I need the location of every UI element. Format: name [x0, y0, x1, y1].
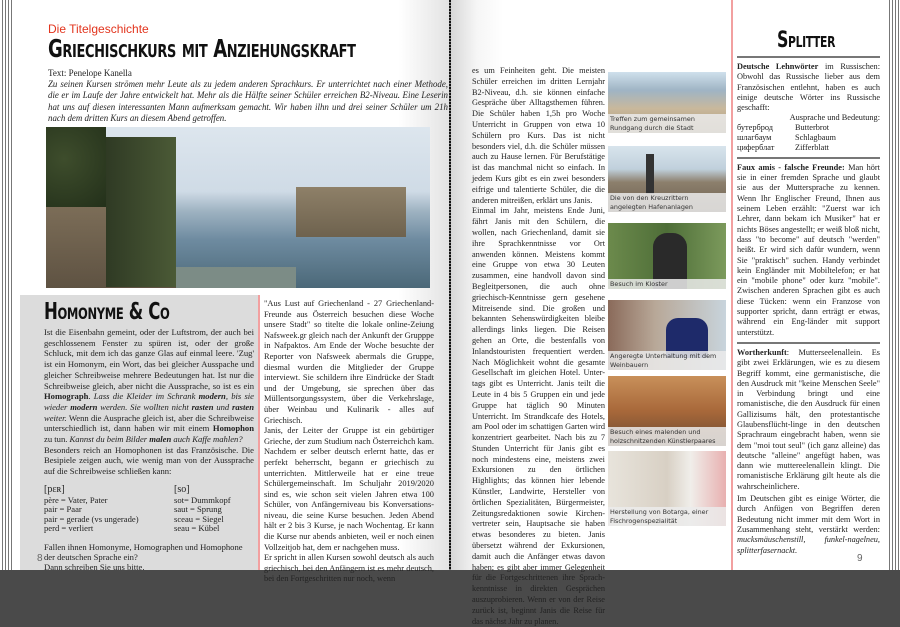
photo-winemaker — [608, 300, 726, 370]
list-item: seau = Kübel — [174, 523, 220, 534]
cell: шлагбаум — [737, 133, 772, 143]
list-item: perd = verliert — [44, 523, 94, 534]
table-row — [737, 133, 842, 143]
text: Ist die Eisenbahn gemeint, oder der Luftstrom, der auch bei geschlossenem Fenster zu spüren ist, oder der große Schluck, mit dem ich das ganze Glas auf einmal leere. 'Zug' ist ein Homonym, ein Wort, das bei gleicher Ausspache und gleicher Schreibweise mehrere Bedeutungen hat. Ist nur die Schreibweise gleich, aber nicht die Aussprache, so ist es ein — [44, 327, 254, 391]
sidebar-paragraph: Ist die Eisenbahn gemeint, oder der Luftstrom, der auch bei geschlossenem Fenster zu spüren ist, oder der große Schluck, mit dem ich das ganze Glas auf einmal leere. 'Zug' ist ein Homonym, ein Wort, das bei gleicher Ausspache und gleicher Schreibweise mehrere Bedeutungen hat. Ist nur die Schreibweise gleich, aber nicht die Aussprache, so ist es ein Homograph. Lass die Kleider im Schrank modern, bis sie wieder modern werden. Sie wollten nicht rasten und rasten weiter. Wenn die Ausprache gleich ist, aber die Schreibweise unterschiedlich ist, dann haben wir mit einem Homophon zu tun. Kannst du beim Bilder malen auch Kaffe mahlen? Besonders reich an Homophonen ist das Französische. Die Besipiele zeigen auch, wie wenig man von der Aussprache auf die Schreibweise schließen kann: — [44, 327, 254, 477]
cell: Butterbrot — [795, 123, 830, 133]
paragraph: Einmal im Jahr, meistens Ende Juni, fährt Janis mit den Schülern, die wollen, nach Griechenland, damit sie ihre Sprachkenntnisse vor Ort anwenden können. Meistens kommt eine Gruppe von etwa 30 Leuten zusammen, eine handvoll davon sind Begleitpersonen, die auch ohne griechisch-Kenntnisse gern gesehene Mitreisende sind. Die großen und bekannten Sehenswürdigkeiten bleibe allerdings links liegen. Die Reisen gehen an Orte, die bestenfalls von Inlandstouristen frequentiert werden. Nach Möglichkeit wohnt die gesamte Gesellschaft im gleichen Hotel. Unter-tags gibt es Unterricht. Janis teilt die Leute in 4 bis 5 Gruppen ein und jede Gruppe hat täglich 90 Minuten Unterricht. Im Strandkcafe des Hotels, am Pool oder im schattigen Garten wird konzentriert gearbeitet. Nach bis zu 7 Stunden Unterricht für Janis gibt es noch mindestens eine, meistens zwei Exkursionen zu den örtlichen Highlights; das können hier lebende Künstler, Landwirte, Hersteller von örtlichen Spezialitäten, Bürgermeister, Zeitungsredaktionen sowie Kirchen-vertreter sein, Hauptsache sie haben etwas besonderes zu bieten. Janis übersetzt während der Exkursionen, damit auch die Anfänger etwas davon haben; es gibt aber immer Gelegenheit für die Fortgeschrittenen ihre Sprach-kenntnisse in direkten Gesprächen auszuprobieren. Wenn er von der Reise zurück ist, beginnt Janis die Reise für das nächst Jahr zu planen. — [472, 206, 605, 626]
text: Man hört sie in einer fremden Sprache und glaubt sie aus der Muttersprache zu kennen. Wenn Ihr Englischer Freund, Ihnen aus seinem Leben erzählt: "Zuerst war ich Lehrer, dann bekam ich Musiker" hat er nichts Böses angestellt; er weiß bloß nicht, dass "to become" auf deutsch "werden" heißt. Er wird sich dafür wundern, wenn Sie "praktisch" suchen. Handy verbindet kein Engländer mit Mobiltelefon; er hat ein "mobile phone" oder kurz "mobile". Zwischen anderen Sprachen gibt es auch diese Tücken: wenn ein Franzose von supporter spricht, dann erträgt er etwas, während ein Eng-länder mit support unterstützt. — [737, 162, 880, 337]
photo-caption: Besuch im Kloster — [608, 279, 726, 290]
text: Kannst du beim Bilder — [69, 434, 150, 445]
text: zu tun. — [44, 434, 70, 445]
text: und — [213, 401, 233, 412]
list-item: sceau = Siegel — [174, 513, 224, 524]
photo-group-walk — [608, 72, 726, 133]
cell: Schlagbaum — [795, 133, 837, 143]
paragraph: Janis, der Leiter der Gruppe ist ein gebürtiger Grieche, der zum Studium nach Österreichch kam. Nachdem er selber deutsch erlernt hatte, das er perfekt beherrscht, begann er griechisch zu unterrichten. Mittlerweile hat er eine treue Schülergemeinschaft. Im Schuljahr 2019/2020 sind es, wie schon seit vielen Jahren etwa 100 Schüler, von Anfängerniveau bis Konversations-niveau, die seine Kurse besuchen. Jeden Abend hält er 2 bis 3 Kurse, je nach Wochentag. Er kann die Kurse nur abends anbieten, weil er noch einen Vollzeitjob hat, dem er nachgehen muss. — [264, 426, 434, 552]
homonyme-sidebar — [20, 295, 258, 573]
photo-caption: Angeregte Unterhaltung mit dem Weinbauern — [608, 351, 726, 370]
cell: Zifferblatt — [795, 143, 829, 153]
splitter-column — [737, 28, 880, 556]
photo-artist-couple — [608, 376, 726, 446]
text: modern — [70, 401, 98, 412]
article-column-2 — [472, 66, 605, 627]
text: Lass die Kleider im Schrank — [93, 391, 199, 402]
text: rasten — [191, 401, 214, 412]
paragraph: es um Feinheiten geht. Die meisten Schüler erreichen im dritten Lernjahr B2-Niveau, d.h. sie können einfache Gespräche über Alltagsthemen führen. Die Schüler haben 1,5h pro Woche Unterricht in Gruppen von etwa 10 Schülern pro Kurs. Das ist nicht besonders viel, d.h. die Schüler müssen auch zu Hause lernen. Für Berufstätige ist das manchmal nicht so einfach. In jedem Kurs gibt es ein zwei besonders eifrige und talentierte Schüler, die die anderen mitreißen, erklärt uns Janis. — [472, 66, 605, 205]
text: werden. Sie wollten nicht — [97, 401, 192, 412]
text: , bis sie wieder — [44, 391, 254, 412]
text: Deutsche Lehnwörter — [737, 62, 819, 71]
text: Fallen ihnen Homonyme, Homographen und Homophone der deutschen Sprache ein? — [44, 541, 243, 563]
ipa-head: [so] — [174, 483, 190, 495]
article-column-1 — [264, 299, 434, 585]
left-page — [14, 0, 451, 584]
article-title: Griechischkurs mit Anziehungskraft — [48, 34, 356, 63]
list-item: sot= Dummkopf — [174, 494, 231, 505]
photo-caption: Treffen zum gemeinsamen Rundgang durch die Stadt — [608, 114, 726, 133]
divider — [737, 56, 880, 58]
author-line: Text: Penelope Kanella — [48, 68, 132, 78]
margin-rule — [731, 0, 733, 570]
photo-botarga — [608, 451, 726, 526]
sidebar-title: Homonyme & Co — [44, 299, 170, 325]
text: modern — [198, 391, 226, 402]
photo-crusader-harbor — [608, 146, 726, 212]
text: Wortherkunft — [737, 347, 787, 357]
text: im Russischen: Obwohl das Russische lieber aus dem Französischen entlehnt, haben es auch einige deutsche Wörter ins Russische geschafft: — [737, 62, 880, 113]
homophone-col-per — [44, 484, 174, 534]
cell: бутерброд — [737, 123, 774, 133]
splitter-lehnwoerter — [737, 62, 880, 113]
list-item: pair = Paar — [44, 504, 82, 515]
splitter-faux-amis — [737, 163, 880, 338]
page-number: 8 — [37, 553, 43, 564]
photo-caption: Herstellung von Botarga, einer Fischrogenspezialität — [608, 507, 726, 526]
list-item: père = Vater, Pater — [44, 494, 108, 505]
text: weiter. — [44, 412, 67, 423]
text: Im Deutschen gibt es einige Wörter, die durch Anfügen von Begriffen deren Bedeutung nicht immer mit dem Wort in Zusammenhang steht, verstärkt werden: — [737, 494, 880, 534]
kicker: Die Titelgeschichte — [48, 22, 149, 36]
sidebar-closing — [44, 542, 254, 573]
homophone-lists — [44, 484, 254, 534]
hero-photo-harbor-castle — [46, 127, 430, 288]
lead-paragraph: Zu seinen Kursen strömen mehr Leute als zu jedem anderen Sprachkurs. Er unterrichtet nach einer Methode, die er im Laufe der Jahre entwickelt hat. Mehr als die Hälfte seiner Schüler erreichen B2-Niveau. Eine Leserin hat uns auf diesen interessanten Mann aufmerksam gemacht. Wir haben ilhn und drei seiner Schüler um 21h nach dem dritten Kurs an diesem Abend getroffen. — [48, 79, 448, 123]
text: rasten — [232, 401, 254, 412]
splitter-wortherkunft — [737, 348, 880, 492]
text: : Mutterseelenallein. Es gibt zwei Erklärungen, wie es zu diesem Begriff kommt, eine germanistische, die den Ausdruck mit "keine Menschen Seele" in Verbindung bringt und eine romanistische, die den Ausdruck für einen Gallizisums hält, den protestantische Glaubensflücht-linge in den deutschen Sprachraum eingebracht haben, wenn sie dem "moi tout seul" (ich ganz alleine) das deutsche "alleine" angefügt haben, was dann wie muttereelenallein klingt. Die romanistische Erklärung gilt heute als die wahrscheinlichere. — [737, 347, 880, 491]
photo-monastery-visit — [608, 223, 726, 289]
splitter-verstaerkung — [737, 494, 880, 556]
page-number: 9 — [857, 553, 863, 564]
term-homophon: Homophon — [212, 423, 254, 434]
text: Wenn die Ausprache gleich ist, aber die Schreibweise unterschiedlich ist, dann haben wir mit einem — [44, 412, 254, 434]
photo-caption: Die von den Kreuzrittern angelegten Hafenanlagen — [608, 193, 726, 212]
divider — [737, 157, 880, 159]
table-row — [737, 123, 842, 133]
list-item: saut = Sprung — [174, 504, 222, 515]
text: auch Kaffe mahlen? — [171, 434, 243, 445]
text: Dann schreiben Sie uns bitte. — [44, 562, 145, 573]
margin-rule — [258, 295, 260, 570]
text: malen — [149, 434, 172, 445]
text: mucksmäuschenstill, funkel-nagelneu, splitterfasernackt. — [737, 535, 880, 555]
paragraph: Er spricht in allen Kursen sowohl deutsch als auch griechisch, bei den Anfängern ist es mehr deutsch, bei den Fortgeschritten nur noch, wenn — [264, 553, 434, 584]
term-homograph: Homograph — [44, 391, 89, 402]
paragraph: "Aus Lust auf Griechenland - 27 Griechenland-Freunde aus Österreich besuchen diese Woche unsere Stadt" so titelte die lokale online-Zeiung Nafsweek.gr gleich nach der Ankunft der Grupppe in Nafpaktos. Am Ende der Woche besuchte der Reporter von Nafsweek abermals die Gruppe, diesmal wurden die Mitglieder der Gruppe interviewt. Sie schildern ihre Eindrücke der Stadt und der Umgebung, sie sprechen über das Müllentsorgungssystem, über die Verkehrslage, über Weinbau und Kulinarik - alles auf Griechisch. — [264, 299, 434, 425]
ipa-head: [pɛʀ] — [44, 483, 65, 495]
loanword-table — [737, 123, 842, 152]
splitter-title: Splitter — [777, 28, 836, 53]
right-page — [451, 0, 887, 626]
list-item: pair = gerade (vs ungerade) — [44, 513, 139, 524]
table-row — [737, 143, 842, 153]
homophone-col-so — [174, 484, 231, 534]
text: Besonders reich an Homophonen ist das Französische. Die Besipiele zeigen auch, wie wenig man von der Aussprache auf die Schreibweise schließen kann: — [44, 444, 254, 477]
photo-caption: Besuch eines malenden und holzschnitzenden Künstlerpaares — [608, 427, 726, 446]
table-header: Ausprache und Bedeutung: — [789, 113, 880, 123]
divider — [737, 342, 880, 344]
text: Faux amis - falsche Freunde: — [737, 162, 845, 172]
cell: циферблат — [737, 143, 775, 153]
